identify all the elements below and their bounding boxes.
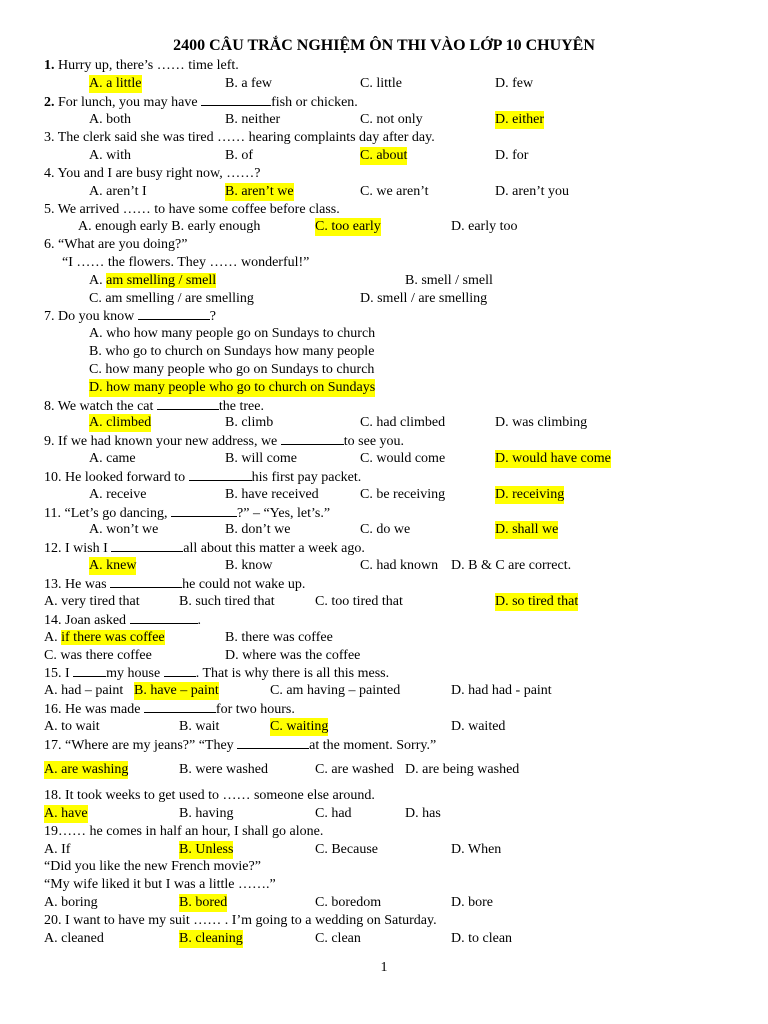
question-text: 13. He was [44, 577, 111, 592]
question-6-stem-2 [0, 254, 768, 272]
option-d: D. where was the coffee [225, 648, 361, 663]
option-a-answer: A. have [44, 806, 88, 821]
option-d-answer: D. shall we [495, 522, 559, 537]
answer-blank [144, 700, 216, 713]
option-a-answer: A. climbed [89, 415, 152, 430]
option-d-answer: D. either [495, 112, 544, 127]
question-7-option-d [0, 379, 768, 397]
answer-blank [111, 539, 183, 552]
question-number: 2. [44, 95, 55, 110]
question-text: 18. It took weeks to get used to …… someone else around. [44, 788, 375, 803]
question-6-options-ab [0, 272, 768, 290]
option-c: C. are washed [315, 762, 394, 777]
question-text: 10. He looked forward to [44, 470, 189, 485]
option-a: A. had – paint [44, 683, 124, 698]
question-text: 12. I wish I [44, 541, 112, 556]
question-7-option-b [0, 343, 768, 361]
option-c: C. Because [315, 842, 378, 857]
question-14-options-cd [0, 647, 768, 665]
option-a: A. very tired that [44, 594, 140, 609]
question-8-stem [0, 397, 768, 415]
question-5-options [0, 218, 768, 236]
question-text: 15. I [44, 666, 74, 681]
question-text: . [197, 613, 202, 628]
question-1-options [0, 75, 768, 93]
question-13-stem [0, 575, 768, 593]
option-c: C. not only [360, 112, 423, 127]
question-20-stem [0, 912, 768, 930]
question-16-options [0, 718, 768, 736]
option-d-answer: D. receiving [495, 487, 565, 502]
option-b: B. were washed [179, 762, 269, 777]
question-text: 4. You and I are busy right now, ……? [44, 166, 261, 181]
question-2-stem [0, 93, 768, 111]
question-unnumbered-stem-2 [0, 876, 768, 894]
question-text: at the moment. Sorry.” [309, 738, 437, 753]
option-b: B. have received [225, 487, 319, 502]
question-7-option-c [0, 361, 768, 379]
question-text: for two hours. [215, 702, 295, 717]
option-a: A. to wait [44, 719, 100, 734]
question-text: fish or chicken. [271, 95, 358, 110]
question-text: his first pay packet. [251, 470, 362, 485]
option-d: D. When [451, 842, 502, 857]
question-20-options [0, 930, 768, 948]
question-text: 8. We watch the cat [44, 399, 157, 414]
option-b: B. don’t we [225, 522, 291, 537]
question-10-options [0, 486, 768, 504]
question-text: “My wife liked it but I was a little …….” [44, 877, 276, 892]
option-d: D. few [495, 76, 534, 91]
option-d: D. bore [451, 895, 493, 910]
question-text: 9. If we had known your new address, we [44, 434, 281, 449]
option-b-answer: B. have – paint [134, 683, 219, 698]
option-c: C. had climbed [360, 415, 446, 430]
option-c: C. too tired that [315, 594, 403, 609]
document-title: 2400 CÂU TRẮC NGHIỆM ÔN THI VÀO LỚP 10 CHUYÊN [173, 37, 595, 54]
option-c: C. little [360, 76, 402, 91]
option-b-answer: B. cleaning [179, 931, 243, 946]
answer-blank [130, 611, 198, 624]
answer-blank [73, 664, 106, 677]
option-a: A. boring [44, 895, 98, 910]
option-d: D. early too [451, 219, 518, 234]
option-b: B. will come [225, 451, 297, 466]
answer-blank [110, 575, 182, 588]
option-a-answer: A. knew [89, 558, 137, 573]
option-a-answer: if there was coffee [61, 630, 165, 645]
option-d: D. to clean [451, 931, 513, 946]
answer-blank [171, 504, 237, 517]
question-17-options [0, 761, 768, 779]
option-a: A. with [89, 148, 131, 163]
answer-blank [237, 736, 309, 749]
option-b-answer: B. Unless [179, 842, 234, 857]
option-c: C. am having – painted [270, 683, 401, 698]
option-c: C. we aren’t [360, 184, 429, 199]
option-a [89, 272, 216, 290]
option-c: C. was there coffee [44, 648, 152, 663]
option-a: A. cleaned [44, 931, 104, 946]
answer-blank [157, 397, 219, 410]
question-text: to see you. [343, 434, 405, 449]
option-a-b: A. enough early B. early enough [78, 219, 261, 234]
option-c: C. would come [360, 451, 446, 466]
question-4-options [0, 183, 768, 201]
option-a-answer: A. a little [89, 76, 142, 91]
option-label: A. [44, 630, 62, 645]
question-7-option-a [0, 325, 768, 343]
option-c: C. had known [360, 558, 439, 573]
option-b: B. such tired that [179, 594, 275, 609]
question-4-stem [0, 165, 768, 183]
option-a-answer: A. are washing [44, 762, 129, 777]
question-number: 1. [44, 58, 55, 73]
question-19-stem [0, 823, 768, 841]
answer-blank [164, 664, 196, 677]
option-d: D. B & C are correct. [451, 558, 572, 573]
option-b: B. a few [225, 76, 273, 91]
option-b-answer: B. aren’t we [225, 184, 294, 199]
question-text: 7. Do you know [44, 309, 138, 324]
question-10-stem [0, 468, 768, 486]
option-a [44, 629, 165, 647]
question-text: ? [209, 309, 216, 324]
option-b-answer: B. bored [179, 895, 228, 910]
question-15-stem [0, 664, 768, 682]
question-text: 17. “Where are my jeans?” “They [44, 738, 238, 753]
question-12-stem [0, 539, 768, 557]
option-b: B. who go to church on Sundays how many people [89, 344, 375, 359]
question-2-options [0, 111, 768, 129]
question-9-options [0, 450, 768, 468]
option-b: B. of [225, 148, 253, 163]
option-a: A. who how many people go on Sundays to church [89, 326, 376, 341]
option-b: B. there was coffee [225, 630, 333, 645]
question-text: 5. We arrived …… to have some coffee before class. [44, 202, 340, 217]
question-16-stem [0, 700, 768, 718]
question-18-options [0, 805, 768, 823]
question-13-options [0, 593, 768, 611]
option-a: A. both [89, 112, 131, 127]
question-18-stem [0, 787, 768, 805]
question-6-stem [0, 236, 768, 254]
option-b: B. climb [225, 415, 274, 430]
option-d-answer: D. so tired that [495, 594, 579, 609]
question-text: 11. “Let’s go dancing, [44, 506, 172, 521]
question-7-stem [0, 307, 768, 325]
option-b: B. neither [225, 112, 281, 127]
option-c: C. be receiving [360, 487, 446, 502]
question-5-stem [0, 201, 768, 219]
question-text: 16. He was made [44, 702, 144, 717]
option-b: B. having [179, 806, 234, 821]
answer-blank [189, 468, 252, 481]
option-d: D. was climbing [495, 415, 588, 430]
question-text: ?” – “Yes, let’s.” [237, 506, 331, 521]
question-11-stem [0, 504, 768, 522]
option-d: D. smell / are smelling [360, 291, 488, 306]
question-3-stem [0, 129, 768, 147]
question-text: 14. Joan asked [44, 613, 130, 628]
question-text: the tree. [218, 399, 264, 414]
option-c-answer: C. too early [315, 219, 381, 234]
question-12-options [0, 557, 768, 575]
option-d-answer: D. how many people who go to church on Sundays [89, 380, 376, 395]
question-unnumbered-options [0, 894, 768, 912]
question-text: “I …… the flowers. They …… wonderful!” [62, 255, 310, 270]
question-text: “Did you like the new French movie?” [44, 859, 261, 874]
option-c: C. how many people who go on Sundays to church [89, 362, 375, 377]
option-c-answer: C. about [360, 148, 408, 163]
question-6-options-cd [0, 290, 768, 308]
option-a: A. aren’t I [89, 184, 147, 199]
option-a: A. won’t we [89, 522, 159, 537]
option-label: A. [89, 273, 107, 288]
question-text: my house [106, 666, 164, 681]
option-b: B. know [225, 558, 273, 573]
answer-blank [281, 432, 344, 445]
question-text: For lunch, you may have [54, 95, 202, 110]
option-d: D. had had - paint [451, 683, 552, 698]
option-c: C. clean [315, 931, 361, 946]
question-text: 20. I want to have my suit …… . I’m going to a wedding on Saturday. [44, 913, 437, 928]
option-c-answer: C. waiting [270, 719, 329, 734]
option-a: A. If [44, 842, 71, 857]
question-9-stem [0, 432, 768, 450]
option-d-answer: D. would have come [495, 451, 611, 466]
answer-blank [138, 307, 210, 320]
option-a: A. came [89, 451, 136, 466]
option-c: C. am smelling / are smelling [89, 291, 254, 306]
question-1-stem [0, 57, 768, 75]
option-d: D. waited [451, 719, 506, 734]
option-d: D. aren’t you [495, 184, 569, 199]
answer-blank [201, 93, 271, 106]
question-unnumbered-stem [0, 858, 768, 876]
question-text: 3. The clerk said she was tired …… hearing complaints day after day. [44, 130, 435, 145]
question-11-options [0, 521, 768, 539]
question-text: Hurry up, there’s …… time left. [54, 58, 239, 73]
question-14-stem [0, 611, 768, 629]
page-number: 1 [380, 960, 388, 975]
question-text: 19…… he comes in half an hour, I shall go alone. [44, 824, 324, 839]
option-c: C. do we [360, 522, 411, 537]
question-14-options-ab [0, 629, 768, 647]
question-8-options [0, 414, 768, 432]
option-d: D. are being washed [405, 762, 520, 777]
question-15-options [0, 682, 768, 700]
question-text: he could not wake up. [182, 577, 306, 592]
option-a: A. receive [89, 487, 147, 502]
question-19-options [0, 841, 768, 859]
question-text: all about this matter a week ago. [183, 541, 365, 556]
option-d: D. has [405, 806, 441, 821]
option-b: B. smell / smell [405, 273, 493, 288]
question-text: . That is why there is all this mess. [195, 666, 390, 681]
option-b: B. wait [179, 719, 220, 734]
option-c: C. boredom [315, 895, 382, 910]
question-17-stem [0, 736, 768, 754]
question-text: 6. “What are you doing?” [44, 237, 188, 252]
option-d: D. for [495, 148, 529, 163]
option-c: C. had [315, 806, 352, 821]
option-a-answer: am smelling / smell [106, 273, 217, 288]
question-3-options [0, 147, 768, 165]
